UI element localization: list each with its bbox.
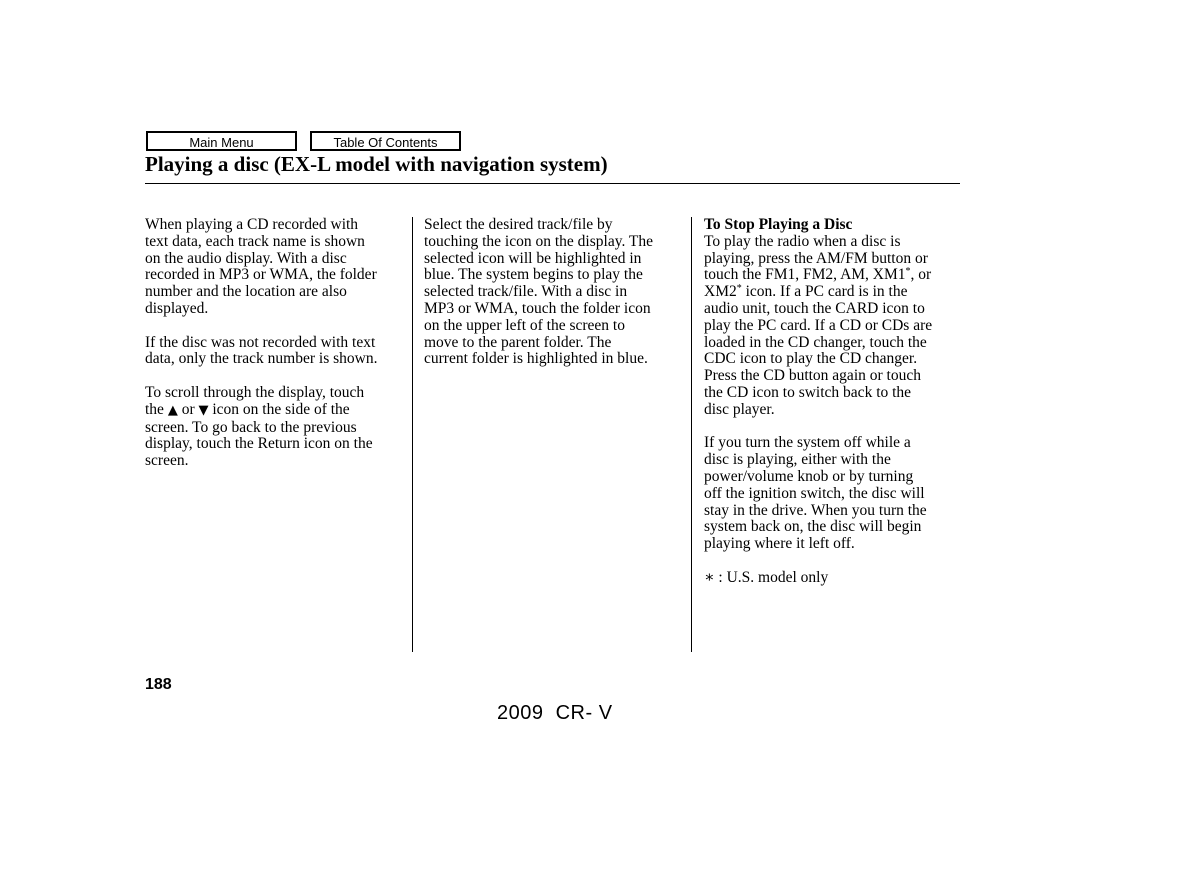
text-fragment: , or bbox=[910, 266, 932, 284]
text-line: MP3 or WMA, touch the folder icon bbox=[424, 299, 651, 317]
column-left bbox=[145, 217, 407, 487]
text-line: off the ignition switch, the disc will bbox=[704, 484, 925, 502]
text-line: displayed. bbox=[145, 299, 209, 317]
text-line: loaded in the CD changer, touch the bbox=[704, 333, 927, 351]
title-divider bbox=[145, 183, 960, 184]
text-line: screen. bbox=[145, 452, 189, 470]
text-line: number and the location are also bbox=[145, 283, 347, 301]
paragraph-system-off bbox=[704, 435, 966, 553]
text-line: disc is playing, either with the bbox=[704, 451, 891, 469]
text-line: stay in the drive. When you turn the bbox=[704, 501, 927, 519]
text-fragment: XM2 bbox=[704, 283, 737, 301]
text-line: power/volume knob or by turning bbox=[704, 467, 914, 485]
text-line: CDC icon to play the CD changer. bbox=[704, 350, 918, 368]
down-arrow-icon: ▼ bbox=[198, 402, 209, 418]
column-right bbox=[704, 217, 966, 603]
footnote-marker: * bbox=[736, 283, 742, 295]
text-line: touching the icon on the display. The bbox=[424, 232, 654, 250]
text-line: text data, each track name is shown bbox=[145, 232, 365, 250]
page-number: 188 bbox=[145, 676, 172, 693]
text-line bbox=[145, 402, 407, 420]
paragraph-select-track bbox=[424, 217, 686, 368]
column-middle bbox=[424, 217, 686, 385]
main-menu-button[interactable]: Main Menu bbox=[146, 131, 297, 151]
text-line: To scroll through the display, touch bbox=[145, 383, 365, 401]
text-line: move to the parent folder. The bbox=[424, 333, 612, 351]
text-fragment: or bbox=[177, 400, 199, 418]
text-fragment: the bbox=[145, 400, 168, 418]
text-line bbox=[704, 284, 966, 301]
footnote bbox=[704, 570, 966, 587]
text-line: screen. To go back to the previous bbox=[145, 418, 357, 436]
text-line bbox=[704, 267, 966, 284]
column-divider bbox=[412, 217, 413, 652]
text-fragment: icon on the side of the bbox=[208, 400, 350, 418]
text-line: playing where it left off. bbox=[704, 535, 855, 553]
text-fragment: touch the FM1, FM2, AM, XM1 bbox=[704, 266, 906, 284]
text-line: audio unit, touch the CARD icon to bbox=[704, 299, 925, 317]
text-line: playing, press the AM/FM button or bbox=[704, 249, 928, 267]
section-heading: To Stop Playing a Disc bbox=[704, 216, 853, 233]
text-line: display, touch the Return icon on the bbox=[145, 435, 373, 453]
text-line: selected icon will be highlighted in bbox=[424, 249, 642, 267]
text-line: data, only the track number is shown. bbox=[145, 350, 378, 368]
footnote-marker: * bbox=[905, 266, 911, 278]
footer-model-name: 2009 CR- V bbox=[497, 702, 613, 724]
text-fragment: icon. If a PC card is in the bbox=[741, 283, 908, 301]
paragraph-stop-playing bbox=[704, 234, 966, 419]
text-line: Press the CD button again or touch bbox=[704, 367, 921, 385]
text-line: blue. The system begins to play the bbox=[424, 266, 643, 284]
text-line: recorded in MP3 or WMA, the folder bbox=[145, 266, 377, 284]
column-divider bbox=[691, 217, 692, 652]
text-line: To play the radio when a disc is bbox=[704, 232, 901, 250]
text-line: the CD icon to switch back to the bbox=[704, 383, 912, 401]
text-line: If the disc was not recorded with text bbox=[145, 333, 376, 351]
text-line: on the upper left of the screen to bbox=[424, 316, 625, 334]
text-line: play the PC card. If a CD or CDs are bbox=[704, 316, 933, 334]
text-line: selected track/file. With a disc in bbox=[424, 283, 628, 301]
page-title: Playing a disc (EX-L model with navigation system) bbox=[145, 152, 608, 176]
text-line: current folder is highlighted in blue. bbox=[424, 350, 648, 368]
paragraph-no-text-data bbox=[145, 335, 407, 369]
paragraph-scroll bbox=[145, 385, 407, 470]
text-line: disc player. bbox=[704, 400, 775, 418]
text-line: When playing a CD recorded with bbox=[145, 216, 359, 233]
up-arrow-icon: ▲ bbox=[167, 402, 178, 418]
text-line: on the audio display. With a disc bbox=[145, 249, 347, 267]
text-line: Select the desired track/file by bbox=[424, 216, 613, 233]
footnote-text: ∗ : U.S. model only bbox=[704, 568, 829, 586]
text-line: If you turn the system off while a bbox=[704, 434, 911, 452]
text-line: system back on, the disc will begin bbox=[704, 518, 922, 536]
paragraph-text-data bbox=[145, 217, 407, 318]
table-of-contents-button[interactable]: Table Of Contents bbox=[310, 131, 461, 151]
